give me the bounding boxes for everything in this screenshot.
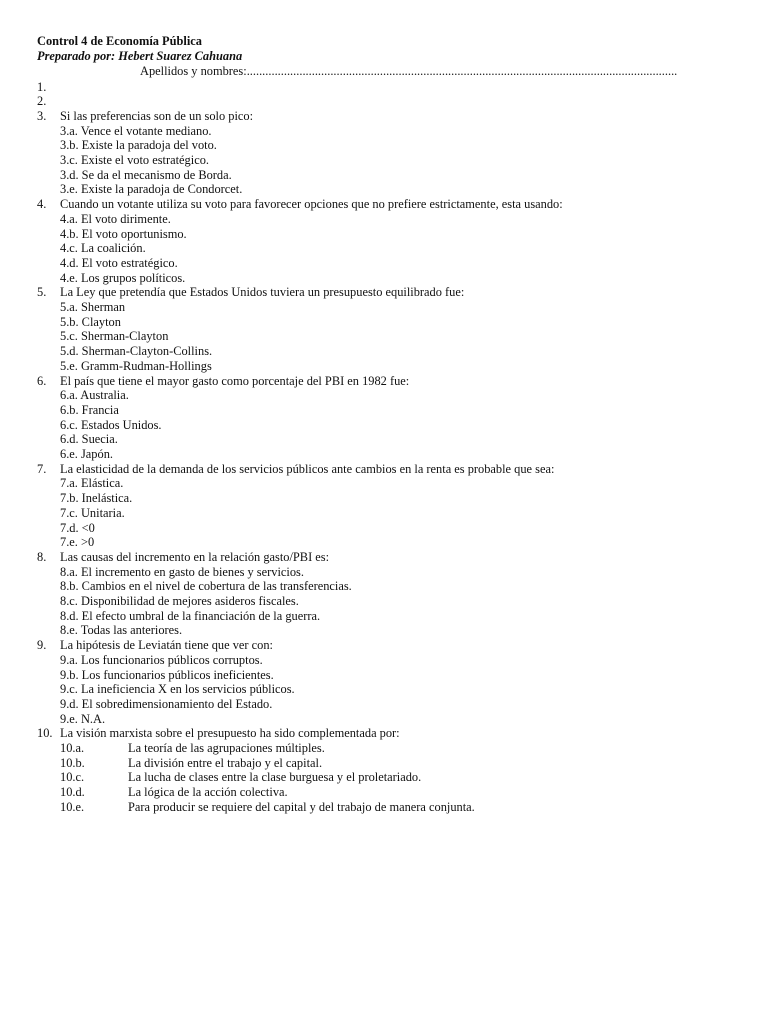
option-text: Para producir se requiere del capital y del trabajo de manera conjunta. (128, 799, 475, 814)
answer-option: 3.c. Existe el voto estratégico. (60, 153, 209, 167)
question-item (37, 109, 253, 124)
question-text: La elasticidad de la demanda de los servicios públicos ante cambios en la renta es probable que sea: (60, 461, 555, 476)
answer-option: 5.b. Clayton (60, 314, 121, 329)
question-text: La visión marxista sobre el presupuesto ha sido complementada por: (60, 726, 400, 741)
question-text: El país que tiene el mayor gasto como porcentaje del PBI en 1982 fue: (60, 373, 410, 388)
question-text: Si las preferencias son de un solo pico: (60, 108, 254, 123)
question-item (37, 374, 409, 389)
question-item (37, 462, 554, 477)
answer-option: 4.c. La coalición. (60, 241, 146, 256)
answer-option: 6.a. Australia. (60, 388, 129, 403)
question-number: 6. (37, 373, 47, 388)
question-item (37, 197, 563, 212)
answer-option: 8.b. Cambios en el nivel de cobertura de las transferencias. (60, 579, 352, 594)
question-item (37, 80, 60, 95)
question-number: 8. (37, 549, 47, 564)
answer-option: 6.e. Japón. (60, 447, 113, 461)
name-field-line: Apellidos y nombres:........................................................................................................................................... (140, 64, 678, 78)
answer-option: 5.d. Sherman-Clayton-Collins. (60, 344, 213, 359)
answer-option: 6.d. Suecia. (60, 432, 118, 447)
answer-option: 4.a. El voto dirimente. (60, 211, 171, 226)
question-text: Las causas del incremento en la relación gasto/PBI es: (60, 549, 330, 564)
answer-option: 7.a. Elástica. (60, 476, 124, 491)
answer-option (60, 770, 421, 785)
question-item (37, 726, 400, 741)
option-code: 10.c. (60, 770, 85, 785)
answer-option: 7.d. <0 (60, 520, 95, 535)
answer-option: 5.e. Gramm-Rudman-Hollings (60, 358, 212, 373)
question-number: 2. (37, 94, 47, 109)
answer-option: 4.d. El voto estratégico. (60, 255, 178, 270)
document-title: Control 4 de Economía Pública (37, 34, 202, 48)
answer-option: 6.c. Estados Unidos. (60, 417, 162, 432)
answer-option: 8.a. El incremento en gasto de bienes y servicios. (60, 564, 304, 579)
option-code: 10.d. (60, 785, 85, 800)
question-number: 5. (37, 285, 47, 300)
question-item (37, 638, 273, 653)
question-text: La hipótesis de Leviatán tiene que ver con: (60, 638, 273, 653)
answer-option: 9.c. La ineficiencia X en los servicios públicos. (60, 682, 295, 697)
answer-option: 3.d. Se da el mecanismo de Borda. (60, 167, 232, 182)
answer-option: 9.e. N.A. (60, 711, 106, 726)
answer-option: 7.b. Inelástica. (60, 491, 133, 506)
answer-option: 9.d. El sobredimensionamiento del Estado. (60, 696, 273, 711)
answer-option: 3.a. Vence el votante mediano. (60, 123, 212, 138)
answer-option: 7.e. >0 (60, 535, 95, 550)
author-line: Preparado por: Hebert Suarez Cahuana (37, 49, 243, 63)
answer-option: 8.c. Disponibilidad de mejores asideros fiscales. (60, 594, 299, 608)
answer-option: 5.a. Sherman (60, 300, 126, 314)
answer-option: 5.c. Sherman-Clayton (60, 329, 169, 344)
option-code: 10.b. (60, 755, 85, 770)
answer-option: 7.c. Unitaria. (60, 505, 125, 520)
question-number: 1. (37, 79, 47, 94)
question-number: 10. (37, 726, 53, 741)
question-item (37, 285, 464, 300)
question-number: 9. (37, 638, 47, 653)
answer-option (60, 800, 475, 815)
question-number: 4. (37, 197, 47, 212)
answer-option: 8.d. El efecto umbral de la financiación de la guerra. (60, 608, 321, 623)
answer-option: 9.b. Los funcionarios públicos ineficientes. (60, 667, 274, 682)
answer-option: 3.e. Existe la paradoja de Condorcet. (60, 182, 243, 197)
answer-option: 3.b. Existe la paradoja del voto. (60, 138, 217, 153)
answer-option (60, 785, 288, 800)
option-code: 10.a. (60, 741, 85, 755)
answer-option: 6.b. Francia (60, 402, 119, 417)
answer-option: 4.e. Los grupos políticos. (60, 270, 186, 285)
option-text: La lógica de la acción colectiva. (128, 785, 288, 800)
option-text: La lucha de clases entre la clase burguesa y el proletariado. (128, 770, 422, 785)
option-text: La división entre el trabajo y el capital. (128, 755, 323, 770)
question-text: Cuando un votante utiliza su voto para favorecer opciones que no prefiere estrictamente, esta usando: (60, 197, 563, 212)
answer-option (60, 756, 322, 771)
answer-option (60, 741, 325, 756)
answer-option: 9.a. Los funcionarios públicos corruptos. (60, 652, 263, 667)
question-item (37, 550, 329, 565)
question-number: 7. (37, 461, 47, 476)
option-code: 10.e. (60, 799, 85, 814)
answer-option: 4.b. El voto oportunismo. (60, 226, 187, 241)
question-number: 3. (37, 108, 47, 123)
option-text: La teoría de las agrupaciones múltiples. (128, 741, 325, 755)
answer-option: 8.e. Todas las anteriores. (60, 623, 183, 638)
question-text: La Ley que pretendía que Estados Unidos tuviera un presupuesto equilibrado fue: (60, 285, 465, 300)
question-item (37, 94, 60, 109)
